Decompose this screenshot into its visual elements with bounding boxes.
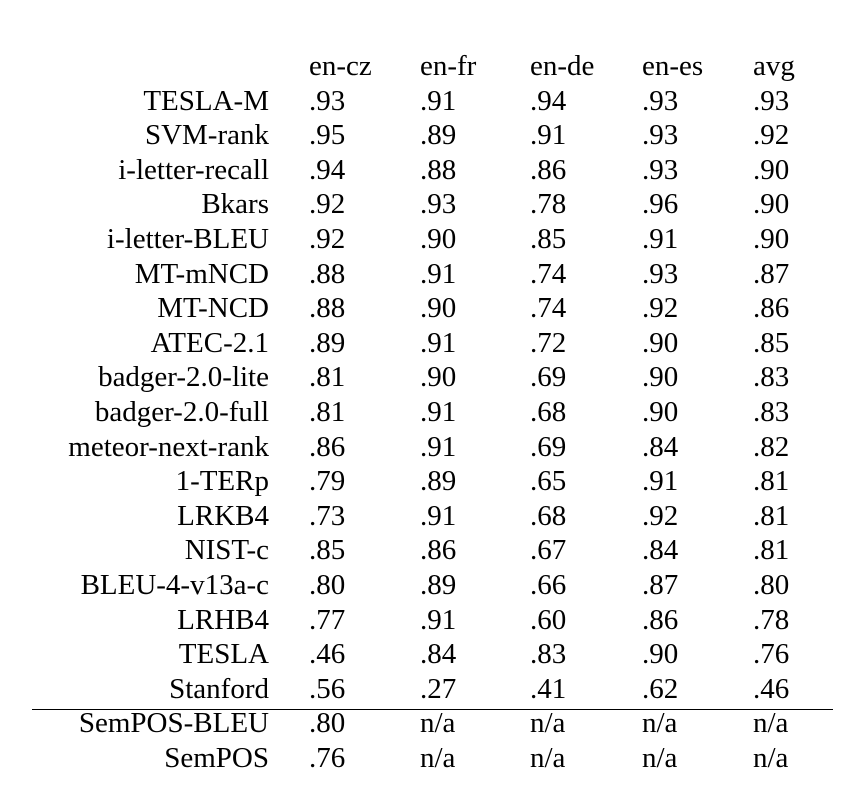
score-cell: .74 bbox=[530, 292, 567, 325]
score-cell: .93 bbox=[420, 188, 457, 221]
score-cell: .65 bbox=[530, 465, 567, 498]
score-cell: .81 bbox=[753, 534, 790, 567]
metric-name: SemPOS bbox=[164, 741, 269, 774]
table-row bbox=[0, 222, 813, 257]
score-cell: .92 bbox=[642, 292, 679, 325]
score-cell: .88 bbox=[309, 257, 346, 290]
score-cell: .87 bbox=[642, 568, 679, 601]
metric-name: i-letter-BLEU bbox=[106, 222, 269, 255]
score-cell: .91 bbox=[420, 603, 457, 636]
score-cell: n/a bbox=[420, 741, 456, 774]
score-cell: n/a bbox=[753, 707, 789, 740]
score-cell: .68 bbox=[530, 395, 567, 428]
score-cell: .91 bbox=[420, 499, 457, 532]
column-header: avg bbox=[753, 50, 795, 82]
score-cell: .93 bbox=[642, 153, 679, 186]
column-header: en-es bbox=[642, 50, 704, 82]
score-cell: .46 bbox=[753, 672, 790, 705]
table-row bbox=[0, 395, 813, 430]
metric-name: LRKB4 bbox=[177, 499, 269, 532]
score-cell: .79 bbox=[309, 465, 346, 498]
score-cell: .86 bbox=[753, 292, 790, 325]
score-cell: .84 bbox=[642, 534, 679, 567]
score-cell: n/a bbox=[753, 741, 789, 774]
score-cell: n/a bbox=[420, 707, 456, 740]
score-cell: .73 bbox=[309, 499, 346, 532]
score-cell: .78 bbox=[530, 188, 567, 221]
score-cell: .80 bbox=[309, 568, 346, 601]
metric-name: SemPOS-BLEU bbox=[78, 707, 269, 740]
table-row bbox=[0, 326, 813, 361]
score-cell: .91 bbox=[642, 222, 679, 255]
score-cell: .90 bbox=[642, 361, 679, 394]
score-cell: .89 bbox=[420, 119, 457, 152]
score-cell: .91 bbox=[420, 395, 457, 428]
metric-name: TESLA-M bbox=[143, 84, 269, 117]
score-cell: .93 bbox=[642, 119, 679, 152]
score-cell: .90 bbox=[642, 326, 679, 359]
score-cell: .86 bbox=[420, 534, 457, 567]
table-row bbox=[0, 603, 813, 638]
score-cell: .91 bbox=[420, 84, 457, 117]
score-cell: .89 bbox=[420, 568, 457, 601]
metric-name: MT-NCD bbox=[157, 292, 269, 325]
metric-name: meteor-next-rank bbox=[68, 430, 269, 463]
table-row bbox=[0, 118, 813, 153]
column-header: en-fr bbox=[420, 50, 477, 82]
score-cell: .56 bbox=[309, 672, 346, 705]
table-row bbox=[0, 360, 813, 395]
table-row bbox=[0, 672, 813, 707]
score-cell: .90 bbox=[753, 188, 790, 221]
table-row bbox=[0, 568, 813, 603]
metric-name: ATEC-2.1 bbox=[150, 326, 269, 359]
score-cell: .80 bbox=[753, 568, 790, 601]
table-divider bbox=[32, 709, 833, 710]
score-cell: .27 bbox=[420, 672, 457, 705]
table-row bbox=[0, 464, 813, 499]
score-cell: .72 bbox=[530, 326, 567, 359]
score-cell: .83 bbox=[530, 638, 567, 671]
score-cell: .81 bbox=[309, 361, 346, 394]
metric-name: MT-mNCD bbox=[134, 257, 269, 290]
score-cell: n/a bbox=[530, 707, 566, 740]
metric-name: Bkars bbox=[201, 188, 269, 221]
score-cell: .88 bbox=[309, 292, 346, 325]
score-cell: .92 bbox=[309, 222, 346, 255]
score-cell: .93 bbox=[309, 84, 346, 117]
score-cell: .92 bbox=[642, 499, 679, 532]
table-row bbox=[0, 533, 813, 568]
score-cell: .83 bbox=[753, 395, 790, 428]
metric-name: Stanford bbox=[169, 672, 269, 705]
score-cell: .81 bbox=[309, 395, 346, 428]
score-cell: .93 bbox=[642, 84, 679, 117]
score-cell: .92 bbox=[753, 119, 790, 152]
score-cell: .90 bbox=[420, 361, 457, 394]
score-cell: n/a bbox=[530, 741, 566, 774]
metric-name: badger-2.0-full bbox=[94, 395, 269, 428]
score-cell: .95 bbox=[309, 119, 346, 152]
score-cell: .84 bbox=[420, 638, 457, 671]
score-cell: .41 bbox=[530, 672, 567, 705]
score-cell: .83 bbox=[753, 361, 790, 394]
metric-name: TESLA bbox=[178, 638, 269, 671]
metric-name: SVM-rank bbox=[144, 119, 269, 152]
extra-rows bbox=[0, 706, 813, 775]
table-row bbox=[0, 637, 813, 672]
score-cell: n/a bbox=[642, 707, 678, 740]
table-row bbox=[0, 153, 813, 188]
column-header: en-de bbox=[530, 50, 595, 82]
score-cell: .85 bbox=[530, 222, 567, 255]
score-cell: .62 bbox=[642, 672, 679, 705]
table-row bbox=[0, 84, 813, 119]
score-cell: .90 bbox=[642, 638, 679, 671]
table-row bbox=[0, 499, 813, 534]
score-cell: .86 bbox=[642, 603, 679, 636]
score-cell: .66 bbox=[530, 568, 567, 601]
metric-name: LRHB4 bbox=[177, 603, 269, 636]
score-cell: .89 bbox=[309, 326, 346, 359]
score-cell: .87 bbox=[753, 257, 790, 290]
metric-name: NIST-c bbox=[184, 534, 269, 567]
score-cell: .93 bbox=[753, 84, 790, 117]
score-cell: .96 bbox=[642, 188, 679, 221]
score-cell: .86 bbox=[309, 430, 346, 463]
table-row bbox=[0, 430, 813, 465]
table-row bbox=[0, 187, 813, 222]
score-cell: .67 bbox=[530, 534, 567, 567]
score-cell: .90 bbox=[753, 153, 790, 186]
table-row bbox=[0, 741, 813, 776]
score-cell: .90 bbox=[420, 222, 457, 255]
score-cell: .68 bbox=[530, 499, 567, 532]
score-cell: .74 bbox=[530, 257, 567, 290]
score-cell: .77 bbox=[309, 603, 346, 636]
score-cell: .91 bbox=[530, 119, 567, 152]
column-header: en-cz bbox=[309, 50, 372, 82]
score-cell: n/a bbox=[642, 741, 678, 774]
score-cell: .93 bbox=[642, 257, 679, 290]
score-cell: .81 bbox=[753, 499, 790, 532]
table-row bbox=[0, 706, 813, 741]
score-cell: .78 bbox=[753, 603, 790, 636]
score-cell: .85 bbox=[309, 534, 346, 567]
results-table bbox=[0, 49, 813, 775]
metric-name: badger-2.0-lite bbox=[98, 361, 269, 394]
score-cell: .60 bbox=[530, 603, 567, 636]
score-cell: .80 bbox=[309, 707, 346, 740]
header-row bbox=[0, 49, 813, 84]
score-cell: .82 bbox=[753, 430, 790, 463]
score-cell: .88 bbox=[420, 153, 457, 186]
metric-header bbox=[0, 49, 269, 84]
score-cell: .91 bbox=[642, 465, 679, 498]
score-cell: .84 bbox=[642, 430, 679, 463]
score-cell: .85 bbox=[753, 326, 790, 359]
score-cell: .94 bbox=[309, 153, 346, 186]
score-cell: .81 bbox=[753, 465, 790, 498]
score-cell: .90 bbox=[753, 222, 790, 255]
score-cell: .91 bbox=[420, 430, 457, 463]
score-cell: .91 bbox=[420, 326, 457, 359]
metric-name: 1-TERp bbox=[175, 465, 269, 498]
metric-name: BLEU-4-v13a-c bbox=[80, 568, 269, 601]
score-cell: .86 bbox=[530, 153, 567, 186]
score-cell: .90 bbox=[642, 395, 679, 428]
table-row bbox=[0, 291, 813, 326]
score-cell: .69 bbox=[530, 361, 567, 394]
score-cell: .76 bbox=[753, 638, 790, 671]
score-cell: .69 bbox=[530, 430, 567, 463]
score-cell: .46 bbox=[309, 638, 346, 671]
score-cell: .89 bbox=[420, 465, 457, 498]
score-cell: .92 bbox=[309, 188, 346, 221]
score-cell: .94 bbox=[530, 84, 567, 117]
main-rows bbox=[0, 84, 813, 707]
score-cell: .76 bbox=[309, 741, 346, 774]
score-cell: .90 bbox=[420, 292, 457, 325]
metric-name: i-letter-recall bbox=[118, 153, 269, 186]
score-cell: .91 bbox=[420, 257, 457, 290]
table-row bbox=[0, 257, 813, 292]
